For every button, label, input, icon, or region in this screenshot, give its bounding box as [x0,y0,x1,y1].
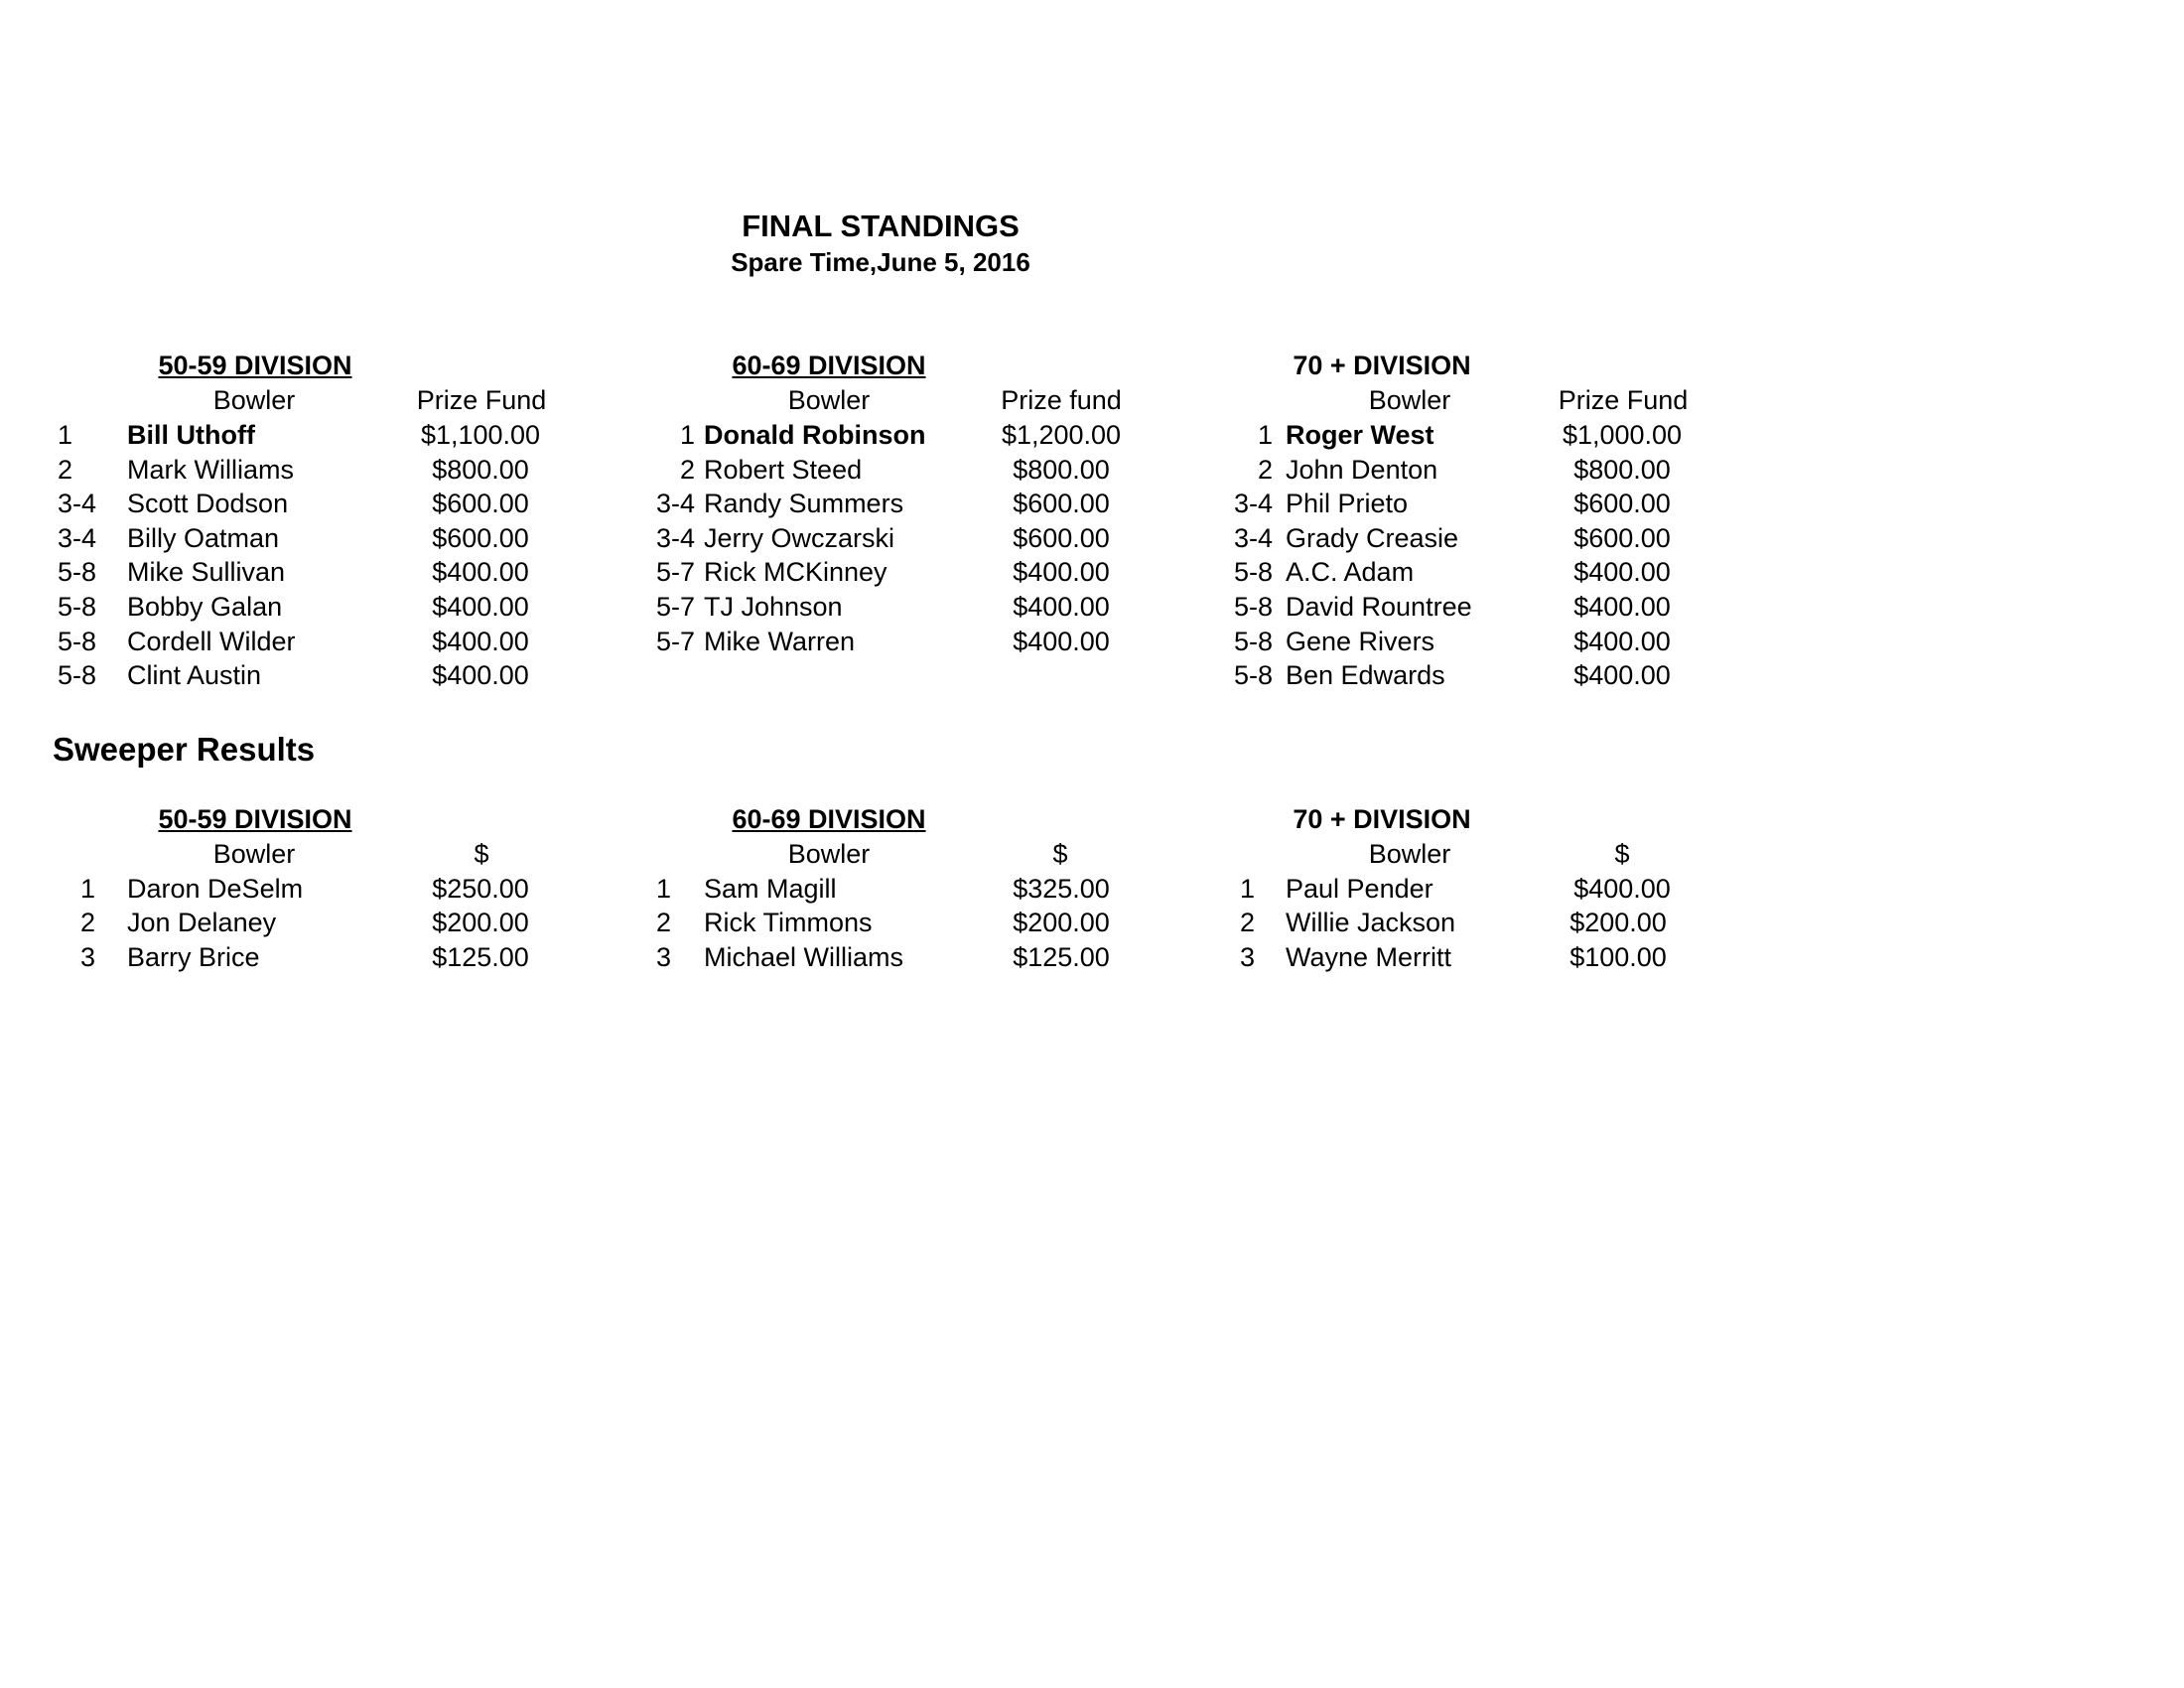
bowler-cell: Bill Uthoff [127,420,255,450]
place-cell: 5-7 [655,557,695,587]
bowler-cell: Rick MCKinney [704,557,887,587]
prize-column-header: $ [474,839,489,869]
place-cell: 5-7 [655,592,695,622]
place-cell: 1 [80,874,96,904]
bowler-column-header: Bowler [212,839,296,869]
prize-cell: $800.00 [1013,455,1110,485]
bowler-cell: Donald Robinson [704,420,926,450]
bowler-cell: TJ Johnson [704,592,843,622]
place-cell: 3 [656,942,672,972]
prize-cell: $600.00 [1573,489,1671,518]
prize-cell: $200.00 [1013,908,1110,937]
place-cell: 3 [80,942,96,972]
bowler-cell: Jerry Owczarski [704,523,895,553]
place-cell: 3-4 [58,523,97,553]
bowler-cell: Ben Edwards [1286,660,1445,690]
place-cell: 5-8 [1233,557,1273,587]
bowler-cell: Wayne Merritt [1286,942,1452,972]
prize-cell: $400.00 [432,557,529,587]
bowler-cell: Jon Delaney [127,908,277,937]
place-cell: 3-4 [655,489,695,518]
place-cell: 1 [656,874,672,904]
prize-cell: $400.00 [1573,592,1671,622]
bowler-cell: Robert Steed [704,455,863,485]
prize-cell: $800.00 [1573,455,1671,485]
bowler-cell: Randy Summers [704,489,904,518]
prize-cell: $600.00 [1013,523,1110,553]
prize-cell: $250.00 [432,874,529,904]
prize-cell: $400.00 [432,660,529,690]
division-heading: 60-69 DIVISION [732,351,926,380]
division-heading: 70 + DIVISION [1293,351,1471,380]
prize-cell: $125.00 [432,942,529,972]
bowler-cell: David Rountree [1286,592,1472,622]
place-cell: 5-8 [58,592,97,622]
prize-column-header: Prize Fund [416,385,547,415]
place-cell: 2 [1257,455,1273,485]
division-heading: 70 + DIVISION [1293,804,1471,834]
bowler-cell: Michael Williams [704,942,904,972]
place-cell: 2 [656,908,672,937]
place-cell: 5-8 [58,660,97,690]
place-cell: 2 [58,455,73,485]
bowler-cell: Mike Sullivan [127,557,286,587]
bowler-cell: Clint Austin [127,660,262,690]
bowler-cell: Rick Timmons [704,908,873,937]
bowler-cell: Roger West [1286,420,1434,450]
prize-cell: $400.00 [1013,592,1110,622]
bowler-cell: Barry Brice [127,942,260,972]
prize-cell: $400.00 [1573,660,1671,690]
prize-cell: $325.00 [1013,874,1110,904]
bowler-cell: Paul Pender [1286,874,1433,904]
bowler-column-header: Bowler [787,385,871,415]
bowler-cell: Mike Warren [704,627,856,656]
place-cell: 3 [1240,942,1256,972]
bowler-cell: Cordell Wilder [127,627,296,656]
prize-cell: $1,100.00 [420,420,541,450]
place-cell: 3-4 [1233,489,1273,518]
prize-cell: $200.00 [1570,908,1667,937]
page-subtitle: Spare Time,June 5, 2016 [731,247,1030,277]
division-heading: 50-59 DIVISION [158,351,352,380]
bowler-cell: Grady Creasie [1286,523,1459,553]
prize-cell: $400.00 [1013,557,1110,587]
sweeper-section-title: Sweeper Results [53,731,316,768]
bowler-cell: Sam Magill [704,874,837,904]
bowler-cell: Willie Jackson [1286,908,1456,937]
place-cell: 5-8 [1233,592,1273,622]
prize-column-header: $ [1614,839,1630,869]
prize-cell: $125.00 [1013,942,1110,972]
place-cell: 5-8 [58,557,97,587]
bowler-cell: Scott Dodson [127,489,289,518]
place-cell: 1 [679,420,695,450]
prize-cell: $400.00 [432,627,529,656]
place-cell: 1 [1240,874,1256,904]
bowler-cell: A.C. Adam [1286,557,1415,587]
bowler-cell: Billy Oatman [127,523,280,553]
place-cell: 3-4 [1233,523,1273,553]
prize-cell: $600.00 [432,489,529,518]
place-cell: 2 [1240,908,1256,937]
prize-column-header: Prize Fund [1558,385,1689,415]
prize-cell: $1,000.00 [1562,420,1683,450]
prize-column-header: Prize fund [1001,385,1122,415]
bowler-cell: Bobby Galan [127,592,283,622]
place-cell: 1 [58,420,73,450]
division-heading: 50-59 DIVISION [158,804,352,834]
prize-cell: $400.00 [1573,557,1671,587]
bowler-cell: Phil Prieto [1286,489,1409,518]
page-title: FINAL STANDINGS [742,209,1020,243]
bowler-column-header: Bowler [1368,385,1451,415]
bowler-column-header: Bowler [787,839,871,869]
prize-cell: $400.00 [1013,627,1110,656]
prize-cell: $400.00 [1573,627,1671,656]
place-cell: 5-7 [655,627,695,656]
prize-cell: $1,200.00 [1001,420,1122,450]
prize-cell: $600.00 [1573,523,1671,553]
place-cell: 2 [80,908,96,937]
bowler-cell: John Denton [1286,455,1438,485]
prize-cell: $400.00 [432,592,529,622]
prize-cell: $100.00 [1570,942,1667,972]
place-cell: 3-4 [655,523,695,553]
division-heading: 60-69 DIVISION [732,804,926,834]
bowler-column-header: Bowler [212,385,296,415]
prize-cell: $400.00 [1573,874,1671,904]
place-cell: 5-8 [1233,660,1273,690]
prize-cell: $600.00 [1013,489,1110,518]
bowler-cell: Daron DeSelm [127,874,304,904]
bowler-column-header: Bowler [1368,839,1451,869]
prize-cell: $800.00 [432,455,529,485]
place-cell: 2 [679,455,695,485]
prize-cell: $600.00 [432,523,529,553]
bowler-cell: Gene Rivers [1286,627,1435,656]
bowler-cell: Mark Williams [127,455,294,485]
place-cell: 1 [1257,420,1273,450]
place-cell: 5-8 [58,627,97,656]
prize-column-header: $ [1052,839,1068,869]
prize-cell: $200.00 [432,908,529,937]
place-cell: 5-8 [1233,627,1273,656]
place-cell: 3-4 [58,489,97,518]
